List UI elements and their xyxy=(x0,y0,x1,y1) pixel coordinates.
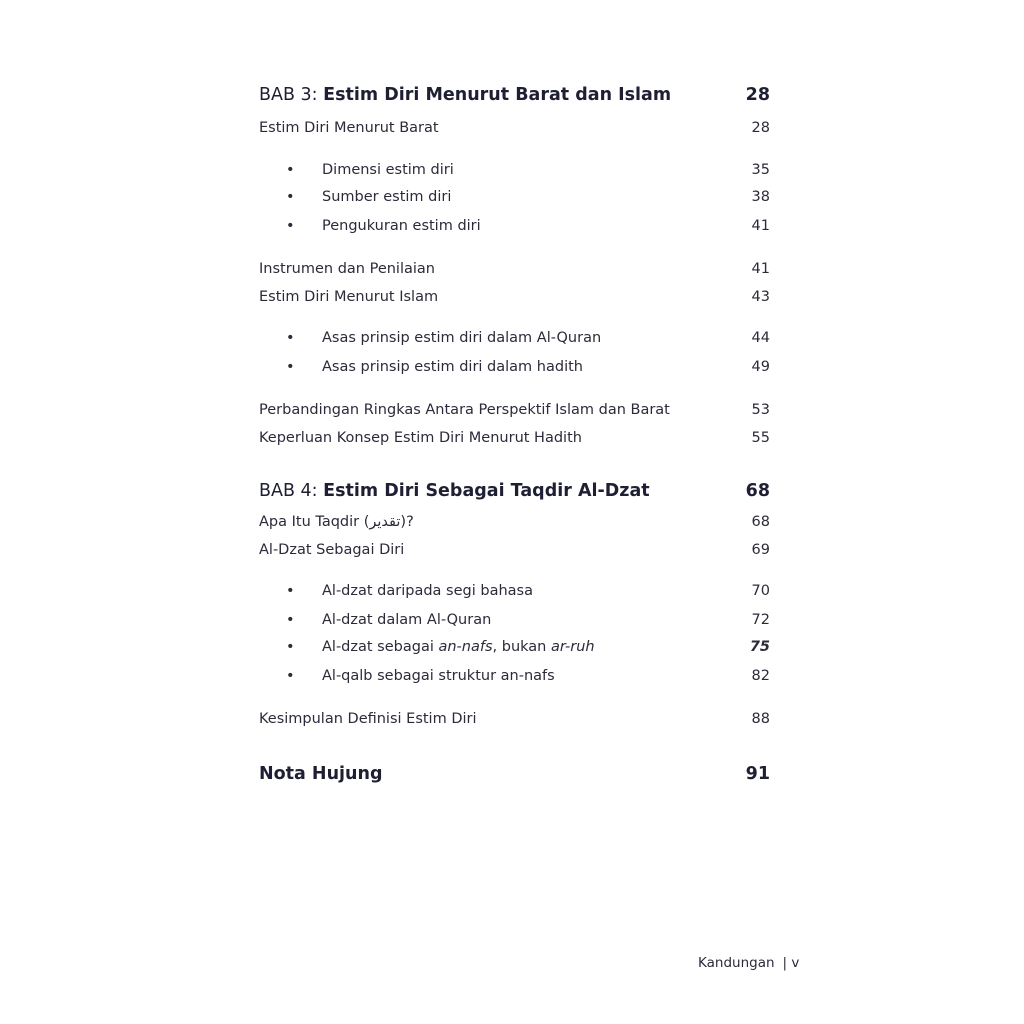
toc-subentry-title: Dimensi estim diri xyxy=(322,162,454,178)
toc-subentry xyxy=(259,185,770,209)
chapter-page-number: 28 xyxy=(745,85,770,105)
toc-entry xyxy=(259,707,770,731)
toc-entry-page: 55 xyxy=(751,430,770,446)
toc-chapter-4 xyxy=(259,479,770,503)
toc-entry-title: Perbandingan Ringkas Antara Perspektif Islam dan Barat xyxy=(259,402,670,418)
toc-subentry-page: 35 xyxy=(751,162,770,178)
footer-label: Kandungan xyxy=(698,955,775,971)
bullet-marker: • xyxy=(286,639,295,655)
toc-entry xyxy=(259,285,770,309)
toc-subentry-title: Asas prinsip estim diri dalam Al-Quran xyxy=(322,330,602,346)
bullet-marker: • xyxy=(286,162,295,178)
toc-subentry-page: 72 xyxy=(751,612,770,628)
chapter-title: Estim Diri Sebagai Taqdir Al-Dzat xyxy=(323,481,650,501)
toc-subentry-title: Al-qalb sebagai struktur an-nafs xyxy=(322,668,555,684)
toc-subentry xyxy=(259,158,770,182)
toc-entry-page: 69 xyxy=(751,542,770,558)
toc-subentry-page: 41 xyxy=(751,218,770,234)
toc-entry-page: 43 xyxy=(751,289,770,305)
toc-subentry xyxy=(259,214,770,238)
chapter-prefix: BAB 4: xyxy=(259,481,324,501)
toc-subentry-title: Sumber estim diri xyxy=(322,189,452,205)
toc-subentry-title: Al-dzat dalam Al-Quran xyxy=(322,612,492,628)
toc-entry-title: Estim Diri Menurut Islam xyxy=(259,289,439,305)
toc-entry xyxy=(259,257,770,281)
toc-entry-page: 28 xyxy=(751,120,770,136)
toc-subentry xyxy=(259,326,770,350)
toc-entry-page: 41 xyxy=(751,261,770,277)
toc-subentry-page: 70 xyxy=(751,583,770,599)
toc-entry-page: 68 xyxy=(751,514,770,530)
toc-subentry xyxy=(259,635,770,659)
chapter-page-number: 68 xyxy=(745,481,770,501)
bullet-marker: • xyxy=(286,583,295,599)
toc-subentry xyxy=(259,355,770,379)
toc-subentry xyxy=(259,608,770,632)
bullet-marker: • xyxy=(286,612,295,628)
toc-subentry-page: 75 xyxy=(749,639,770,655)
toc-entry xyxy=(259,426,770,450)
toc-entry-page: 88 xyxy=(751,711,770,727)
bullet-marker: • xyxy=(286,330,295,346)
toc-subentry-page: 38 xyxy=(751,189,770,205)
toc-subentry-title: Asas prinsip estim diri dalam hadith xyxy=(322,359,583,375)
toc-entry-title: Keperluan Konsep Estim Diri Menurut Hadith xyxy=(259,430,582,446)
toc-entry xyxy=(259,116,770,140)
toc-entry-title: Apa Itu Taqdir (تقدير)? xyxy=(259,514,414,530)
toc-subentry xyxy=(259,664,770,688)
bullet-marker: • xyxy=(286,218,295,234)
toc-chapter-3 xyxy=(259,83,770,107)
endnotes-title: Nota Hujung xyxy=(259,764,383,784)
toc-endnotes xyxy=(259,762,770,786)
toc-entry-title: Estim Diri Menurut Barat xyxy=(259,120,439,136)
toc-subentry-title: Al-dzat daripada segi bahasa xyxy=(322,583,533,599)
toc-subentry-title: Al-dzat sebagai an-nafs, bukan ar-ruh xyxy=(322,639,595,655)
toc-subentry-title: Pengukuran estim diri xyxy=(322,218,481,234)
toc-entry xyxy=(259,398,770,422)
footer-page-number: v xyxy=(791,955,800,971)
chapter-prefix: BAB 3: xyxy=(259,85,324,105)
toc-subentry xyxy=(259,579,770,603)
bullet-marker: • xyxy=(286,189,295,205)
page-footer xyxy=(698,955,799,971)
toc-subentry-page: 82 xyxy=(751,668,770,684)
toc-entry-title: Al-Dzat Sebagai Diri xyxy=(259,542,405,558)
toc-entry xyxy=(259,538,770,562)
arabic-term: تقدير xyxy=(369,514,401,530)
endnotes-page: 91 xyxy=(745,764,770,784)
toc-entry xyxy=(259,510,770,534)
toc-subentry-page: 49 xyxy=(751,359,770,375)
italic-term: ar-ruh xyxy=(550,639,595,655)
bullet-marker: • xyxy=(286,668,295,684)
toc-entry-page: 53 xyxy=(751,402,770,418)
toc-entry-title: Kesimpulan Definisi Estim Diri xyxy=(259,711,477,727)
toc-entry-title: Instrumen dan Penilaian xyxy=(259,261,435,277)
italic-term: an-nafs xyxy=(438,639,493,655)
toc-subentry-page: 44 xyxy=(751,330,770,346)
chapter-title: Estim Diri Menurut Barat dan Islam xyxy=(323,85,672,105)
bullet-marker: • xyxy=(286,359,295,375)
footer-separator: | xyxy=(782,955,788,971)
